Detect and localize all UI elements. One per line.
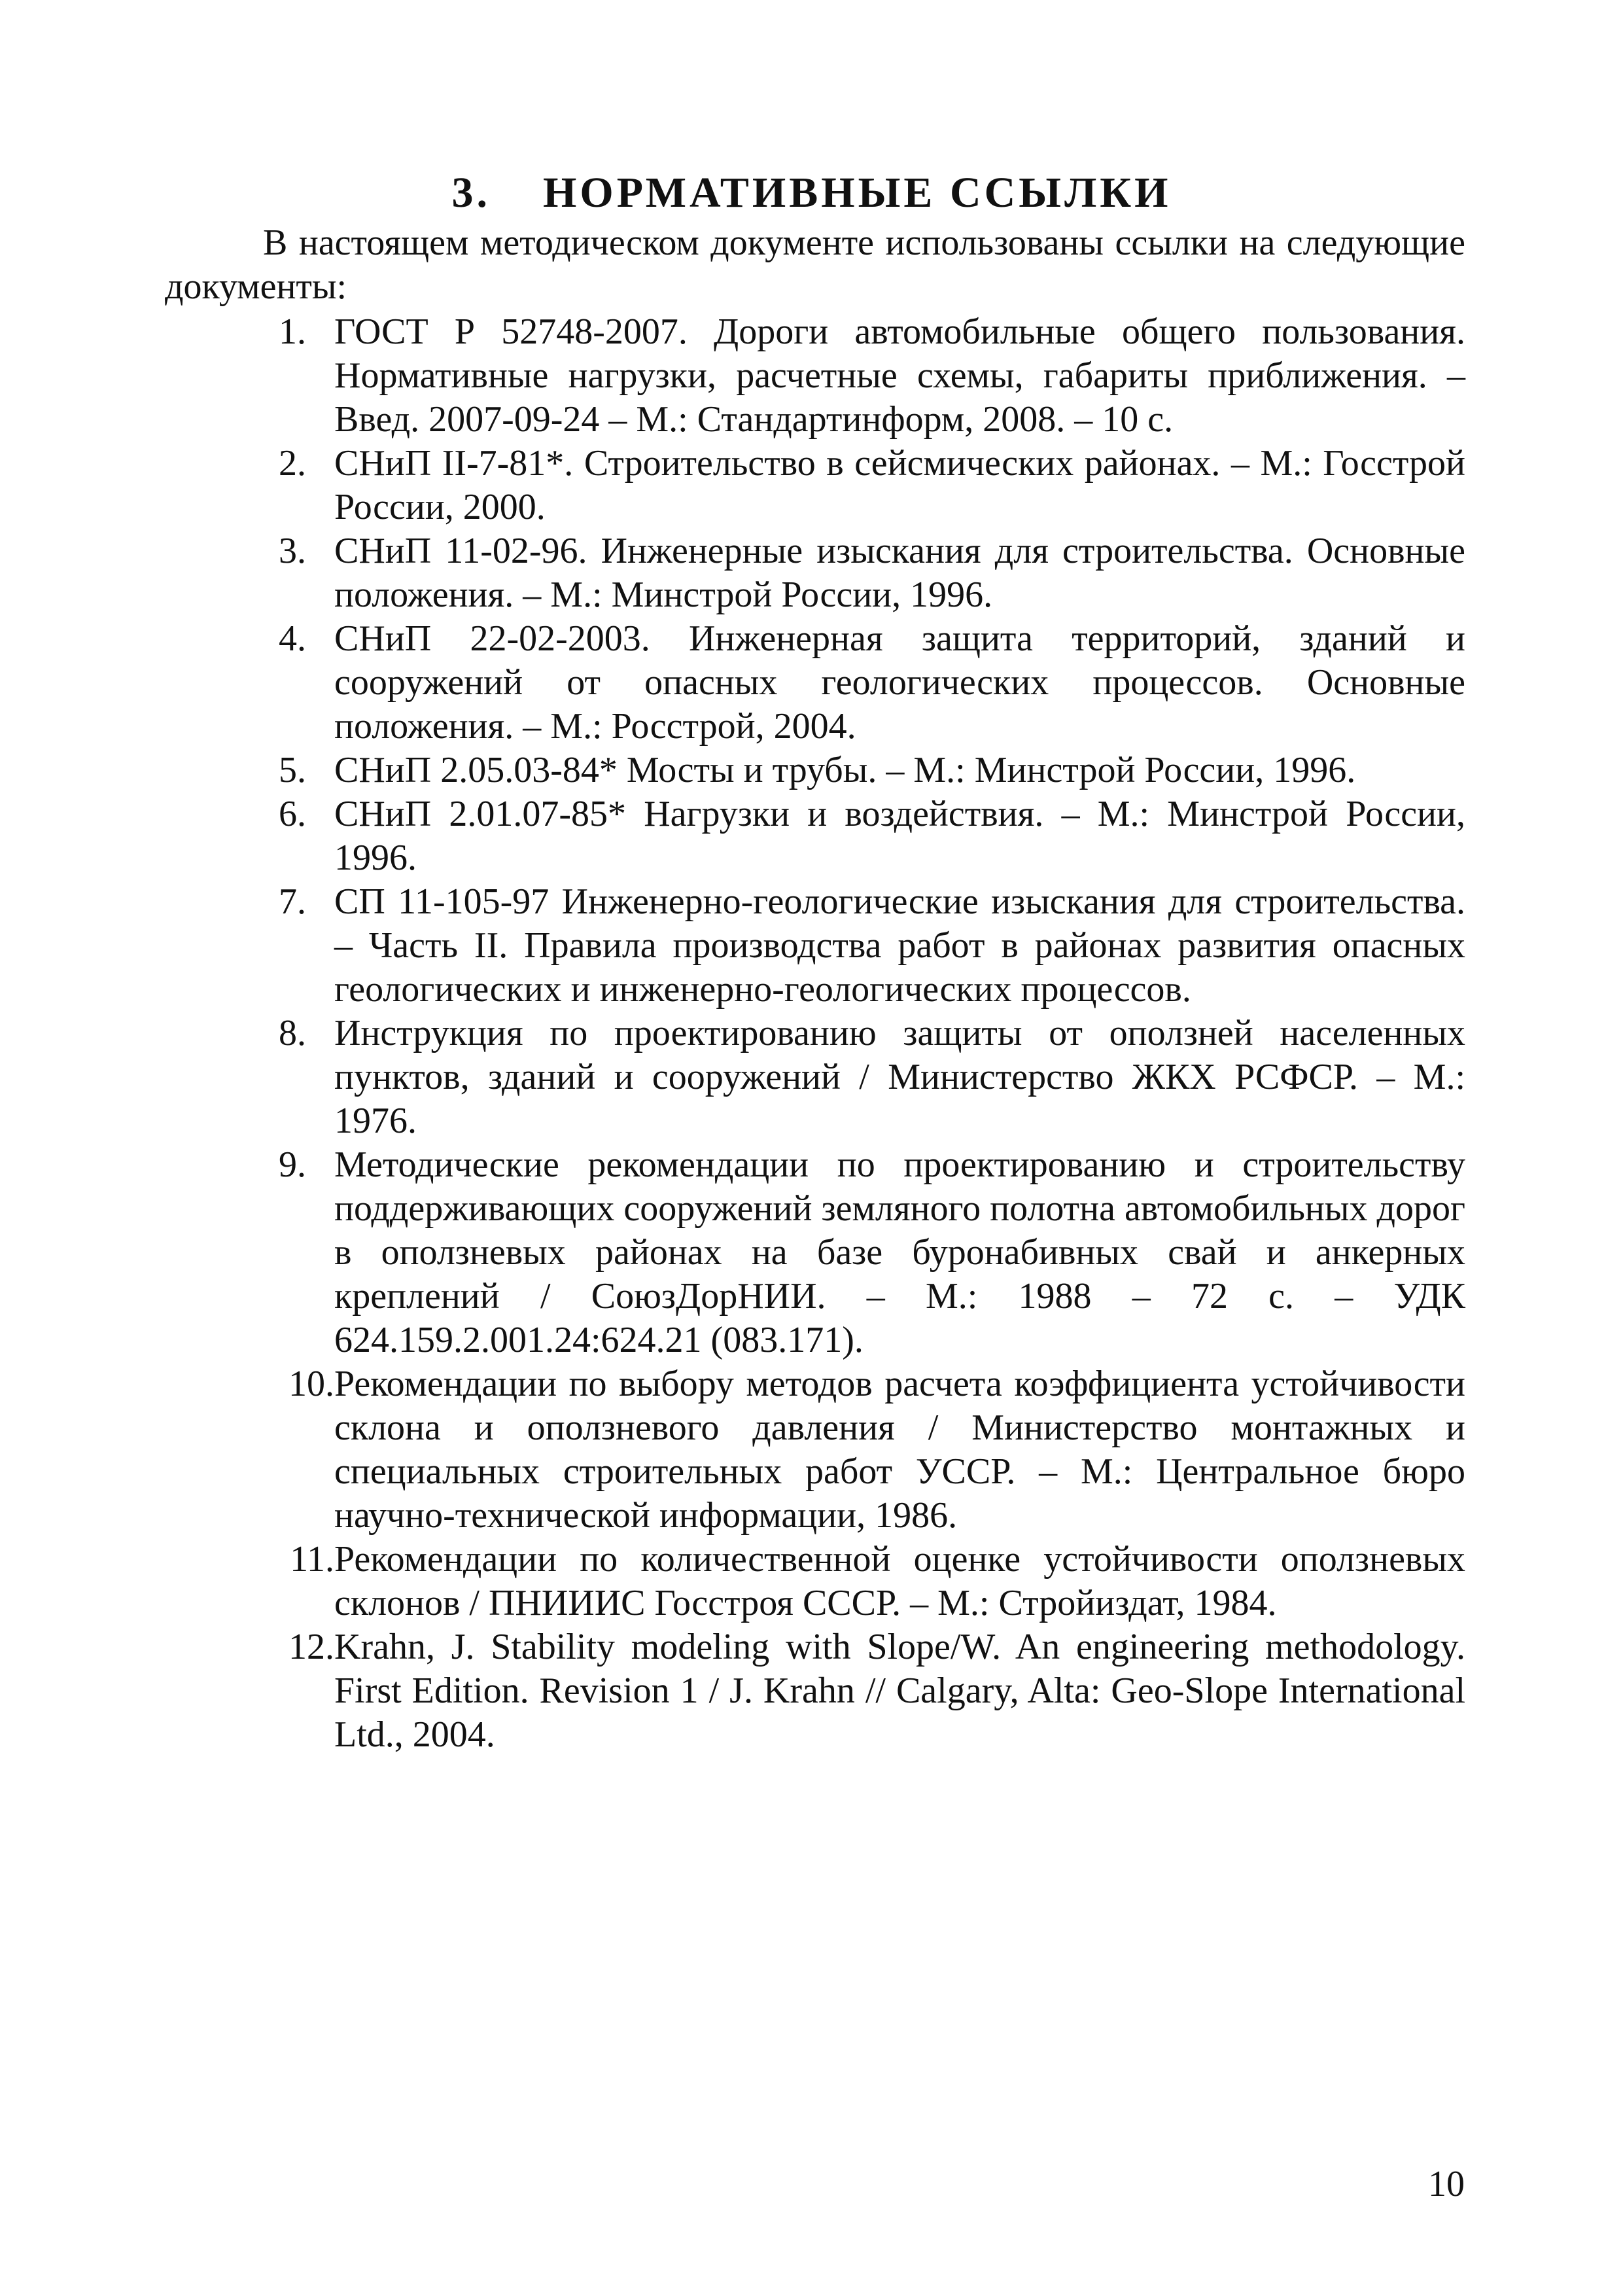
reference-number: 8. [279,1013,306,1053]
reference-text: СНиП 2.05.03-84* Мосты и трубы. – М.: Минстрой России, 1996. [334,750,1356,790]
reference-item [165,1538,1465,1625]
page-number: 10 [1428,2164,1465,2204]
section-number: 3. [451,169,491,217]
reference-item [165,1362,1465,1538]
intro-paragraph: В настоящем методическом документе использованы ссылки на следующие документы: [165,222,1465,307]
section-title: НОРМАТИВНЫЕ ССЫЛКИ [543,169,1172,217]
reference-text: Инструкция по проектированию защиты от оползней населенных пунктов, зданий и сооружений / Министерство ЖКХ РСФСР. – М.: 1976. [334,1013,1465,1141]
reference-number: 12. [288,1627,334,1667]
section-heading [0,164,1623,222]
reference-number: 6. [279,794,306,834]
reference-text: СНиП 11-02-96. Инженерные изыскания для строительства. Основные положения. – М.: Минстрой России, 1996. [334,531,1465,615]
reference-item [165,880,1465,1012]
reference-number: 10. [288,1364,334,1404]
reference-item [165,529,1465,617]
references-list [165,310,1465,1757]
reference-item [165,749,1465,792]
reference-number: 9. [279,1144,306,1185]
reference-item [165,792,1465,880]
reference-number: 11. [290,1539,334,1580]
reference-number: 5. [279,750,306,790]
reference-item [165,310,1465,442]
reference-text: СНиП 22-02-2003. Инженерная защита территорий, зданий и сооружений от опасных геологических процессов. Основные положения. – М.: Росстрой, 2004. [334,618,1465,747]
reference-item [165,442,1465,529]
reference-item [165,1012,1465,1143]
reference-text: Рекомендации по количественной оценке устойчивости оползневых склонов / ПНИИИС Госстроя СССР. – М.: Стройиздат, 1984. [334,1539,1465,1623]
reference-item [165,617,1465,749]
reference-text: СП 11-105-97 Инженерно-геологические изыскания для строительства. – Часть II. Правила производства работ в районах развития опасных геологических и инженерно-геологических процессов. [334,881,1465,1010]
reference-item [165,1143,1465,1362]
reference-number: 2. [279,443,306,484]
reference-text: Методические рекомендации по проектированию и строительству поддерживающих сооружений земляного полотна автомобильных дорог в оползневых районах на базе буронабивных свай и анкерных креплений / СоюзДорНИИ. – М.: 1988 – 72 с. – УДК 624.159.2.001.24:624.21 (083.171). [334,1144,1465,1360]
reference-text: ГОСТ Р 52748-2007. Дороги автомобильные общего пользования. Нормативные нагрузки, расчетные схемы, габариты приближения. – Введ. 2007-09-24 – М.: Стандартинформ, 2008. – 10 с. [334,311,1465,440]
reference-text: Рекомендации по выбору методов расчета коэффициента устойчивости склона и оползневого давления / Министерство монтажных и специальных строительных работ УССР. – М.: Центральное бюро научно-технической информации, 1986. [334,1364,1465,1536]
reference-text: СНиП II-7-81*. Строительство в сейсмических районах. – М.: Госстрой России, 2000. [334,443,1465,527]
reference-item [165,1625,1465,1757]
reference-number: 4. [279,618,306,659]
reference-number: 3. [279,531,306,571]
reference-text: Krahn, J. Stability modeling with Slope/W. An engineering methodology. First Edition. Revision 1 / J. Krahn // Calgary, Alta: Geo-Slope International Ltd., 2004. [334,1627,1465,1755]
reference-number: 7. [279,881,306,922]
reference-number: 1. [279,311,306,352]
reference-text: СНиП 2.01.07-85* Нагрузки и воздействия. – М.: Минстрой России, 1996. [334,794,1465,878]
